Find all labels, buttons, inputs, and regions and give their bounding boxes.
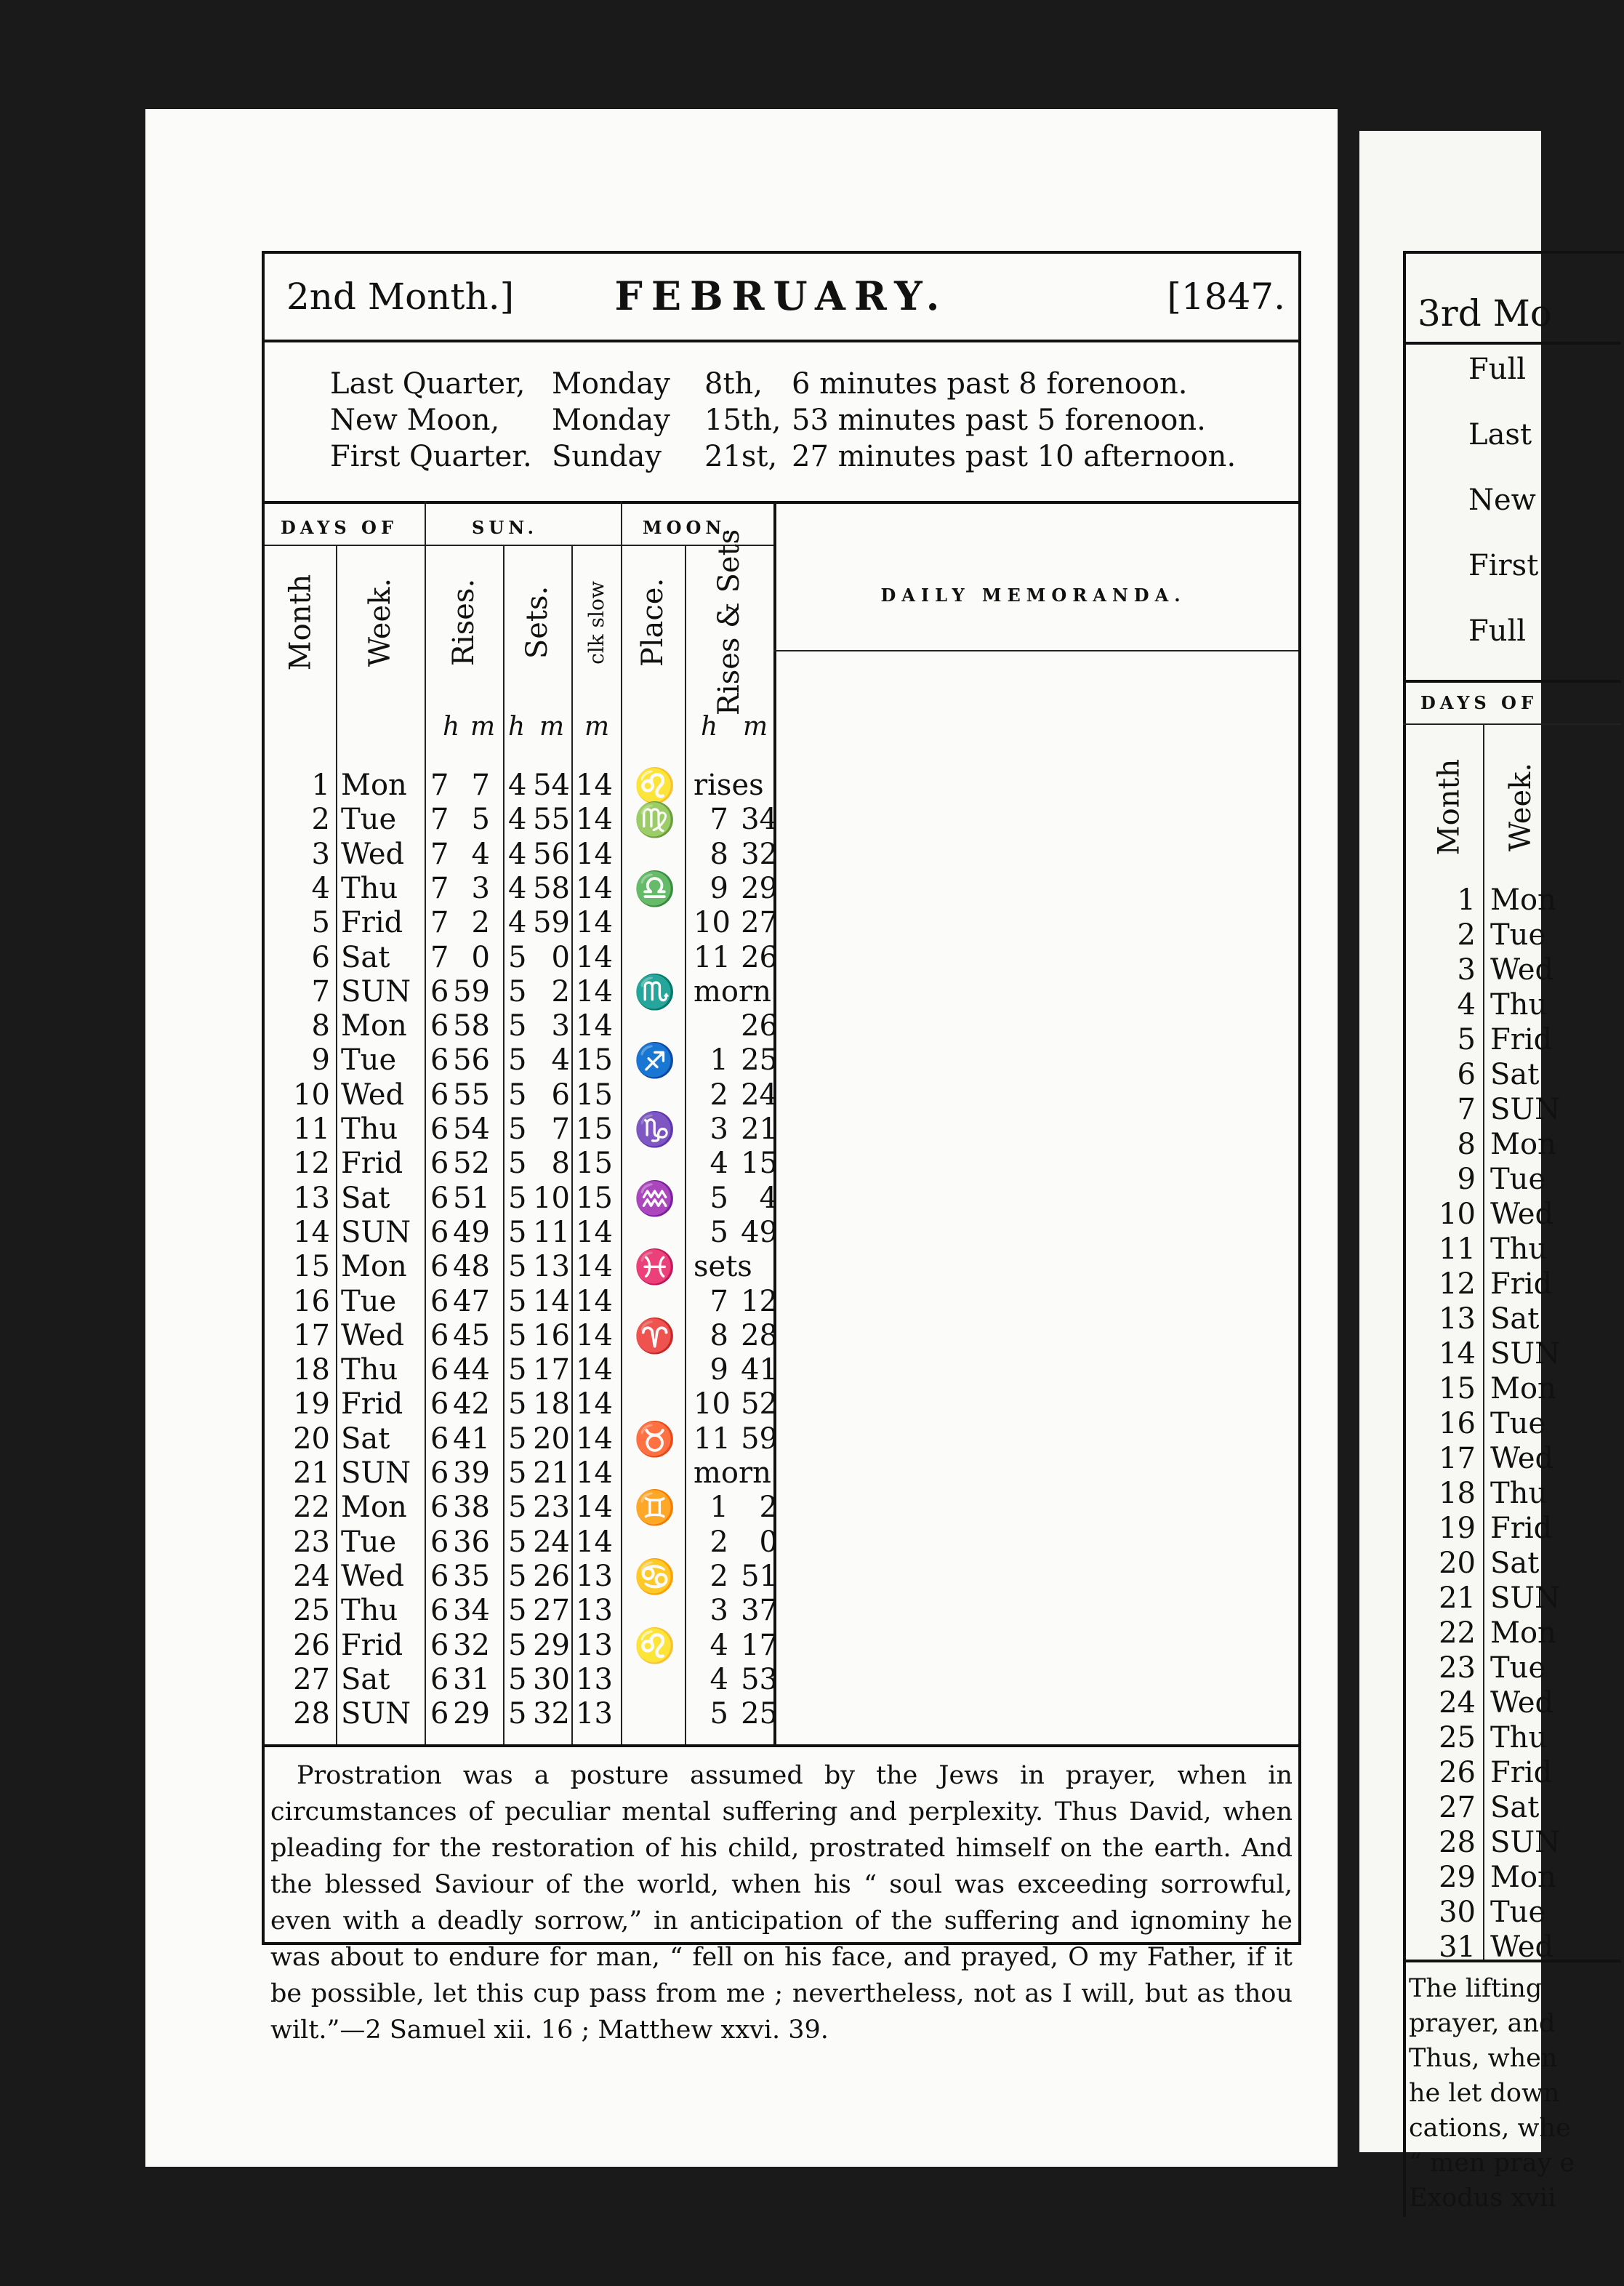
col-week: Week. (363, 577, 397, 667)
next-day-number: 15 (1439, 1372, 1476, 1405)
next-weekday: Wed (1490, 1198, 1554, 1231)
next-day-number: 20 (1439, 1547, 1476, 1580)
table-row: 21 SUN 6 39 5 21 14 morn (293, 1456, 771, 1490)
next-phase-label: Full (1468, 614, 1527, 648)
next-weekday: Wed (1490, 1442, 1554, 1475)
days-of-label: DAYS OF (281, 517, 398, 538)
next-weekday: Thu (1490, 1721, 1548, 1754)
next-weekday: SUN (1490, 1581, 1561, 1615)
next-weekday: Wed (1490, 1686, 1554, 1720)
table-row: 1 Mon 7 7 4 54 14 ♌ rises (311, 766, 764, 805)
next-day-number: 19 (1439, 1512, 1476, 1545)
next-note-line: prayer, and (1409, 2009, 1556, 2038)
table-row: 28 SUN 6 29 5 32 13 5 25 (293, 1697, 778, 1731)
next-day-number: 21 (1439, 1581, 1476, 1615)
next-note-line: cations, whe (1409, 2114, 1571, 2143)
table-row: 23 Tue 6 36 5 24 14 2 0 (293, 1525, 778, 1559)
col-month: Month (284, 574, 318, 671)
next-day-number: 23 (1439, 1651, 1476, 1685)
table-row: 15 Mon 6 48 5 13 14 ♓ sets (293, 1247, 752, 1287)
next-day-number: 13 (1439, 1302, 1476, 1336)
next-day-number: 4 (1457, 988, 1476, 1022)
moon-label: MOON. (643, 517, 736, 538)
table-row: 7 SUN 6 59 5 2 14 ♏ morn (311, 971, 771, 1011)
table-row: 9 Tue 6 56 5 4 15 ♐ 1 25 (311, 1040, 778, 1080)
table-row: 5 Frid 7 2 4 59 14 10 27 (311, 906, 778, 940)
month-title: FEBRUARY. (614, 273, 949, 319)
col-rises: Rises. (447, 578, 481, 667)
daily-memoranda-label: DAILY MEMORANDA. (880, 585, 1186, 606)
table-row: 19 Frid 6 42 5 18 14 10 52 (293, 1387, 778, 1421)
table-row: 20 Sat 6 41 5 20 14 ♉ 11 59 (293, 1419, 778, 1459)
next-weekday: Tue (1490, 1896, 1546, 1929)
next-weekday: Wed (1490, 953, 1554, 987)
next-day-number: 7 (1457, 1093, 1476, 1126)
table-row: 14 SUN 6 49 5 11 14 5 49 (293, 1215, 778, 1249)
next-day-number: 6 (1457, 1058, 1476, 1091)
next-weekday: Tue (1490, 1651, 1546, 1685)
next-note-line: Thus, when (1409, 2044, 1558, 2073)
table-row: 8 Mon 6 58 5 3 14 26 (311, 1009, 778, 1043)
next-note-line: The lifting (1409, 1974, 1543, 2003)
phase-row: New Moon, Monday 15th, 53 minutes past 5 forenoon. (330, 404, 1206, 437)
next-day-number: 16 (1439, 1407, 1476, 1440)
col-moon-rises-sets: Rises & Sets (712, 529, 747, 716)
table-row: 4 Thu 7 3 4 58 14 ♎ 9 29 (311, 868, 778, 908)
next-weekday: SUN (1490, 1093, 1561, 1126)
table-row: 18 Thu 6 44 5 17 14 9 41 (293, 1353, 778, 1387)
table-row: 22 Mon 6 38 5 23 14 ♊ 1 2 (293, 1488, 778, 1528)
next-day-number: 14 (1439, 1337, 1476, 1371)
next-weekday: Thu (1490, 1477, 1548, 1510)
next-days-of-label: DAYS OF (1420, 692, 1538, 713)
table-row: 25 Thu 6 34 5 27 13 3 37 (293, 1594, 778, 1628)
col-sets: Sets. (520, 585, 555, 659)
next-weekday: Mon (1490, 1861, 1556, 1894)
table-row: 6 Sat 7 0 5 0 14 11 26 (311, 940, 778, 974)
next-day-number: 9 (1457, 1163, 1476, 1196)
next-weekday: Sat (1490, 1547, 1540, 1580)
table-row: 26 Frid 6 32 5 29 13 ♌ 4 17 (293, 1625, 778, 1665)
next-day-number: 17 (1439, 1442, 1476, 1475)
next-note-line: “ men pray e (1409, 2149, 1575, 2178)
calendar-table: DAYS OF SUN. MOON. Month Week. Rises. Sets. clk slow Place. Rises & Sets DAILY MEMORANDA. h m h m m h m 1 Mon 7 7 4 54 14 ♌ rises 2 Tue 7 5 4 55 14 ♍ 7 34 3 Wed 7 4 4 56 14 8 32 4 Thu 7 3 4 58 14 ♎ 9 29 5 Frid 7 2 4 59 14 10 27 6 Sat 7 0 5 0 14 11 26 7 SUN 6 59 5 2 14 ♏ morn 8 Mon 6 58 5 3 14 26 9 Tue 6 56 5 4 15 ♐ 1 25 10 Wed 6 55 5 6 15 2 24 11 Thu 6 54 5 7 15 ♑ 3 21 12 Frid 6 52 5 8 15 4 15 13 Sat 6 51 5 10 15 ♒ 5 4 14 SUN 6 49 5 11 14 5 49 15 Mon 6 48 5 13 14 ♓ sets 16 Tue 6 47 5 14 14 7 12 17 Wed 6 45 5 16 14 ♈ 8 28 18 Thu 6 44 5 17 14 9 41 19 Frid 6 42 5 18 14 10 52 20 Sat 6 41 5 20 14 ♉ 11 59 21 SUN 6 39 5 21 14 morn 22 Mon 6 38 5 23 14 ♊ 1 2 23 Tue 6 36 5 24 14 2 0 24 Wed 6 35 5 26 13 ♋ 2 51 25 Thu 6 34 5 27 13 3 37 26 Frid 6 32 5 29 13 ♌ 4 17 27 Sat 6 31 5 30 13 4 53 28 SUN 6 29 5 32 13 5 25 (265, 501, 1298, 1747)
table-row: 2 Tue 7 5 4 55 14 ♍ 7 34 (311, 800, 778, 840)
year: [1847. (1167, 276, 1285, 318)
phase-row: First Quarter. Sunday 21st, 27 minutes past 10 afternoon. (330, 440, 1237, 473)
next-day-number: 31 (1439, 1930, 1476, 1964)
next-day-number: 18 (1439, 1477, 1476, 1510)
next-phase-label: Full (1468, 353, 1527, 386)
next-day-number: 29 (1439, 1861, 1476, 1894)
month-number: 2nd Month.] (286, 276, 515, 318)
next-weekday: Sat (1490, 1302, 1540, 1336)
next-month-header: 3rd Mo (1418, 292, 1552, 334)
next-weekday: SUN (1490, 1826, 1561, 1859)
next-weekday: SUN (1490, 1337, 1561, 1371)
next-weekday: Tue (1490, 1163, 1546, 1196)
scripture-note: Prostration was a posture assumed by the Jews in prayer, when in circumstances of peculiar mental suffering and perplexity. Thus David, when pleading for the restoration of his child, prostrated himself on the earth. And the blessed Saviour of the world, when his “ soul was exceeding sorrowful, even with a deadly sorrow,” in anticipation of the suffering and ignominy he was about to endure for man, “ fell on his face, and prayed, O my Father, if it be possible, let this cup pass from me ; nevertheless, not as I will, but as thou wilt.”—2 Samuel xii. 16 ; Matthew xxvi. 39. (270, 1761, 1293, 2045)
next-phase-label: New (1468, 484, 1536, 517)
next-weekday: Mon (1490, 1372, 1556, 1405)
next-day-number: 10 (1439, 1198, 1476, 1231)
next-page-fragment: 3rd Mo Full Last New First Full DAYS OF Month Week. 1 Mon 2 Tue 3 Wed 4 Thu 5 Frid 6 Sat 7 SUN 8 Mon 9 Tue 10 Wed 11 Thu 12 Frid 13 Sat 14 SUN 15 Mon 16 Tue 17 Wed 18 Thu 19 Frid 20 Sat 21 SUN 22 Mon 23 Tue 24 Wed 25 Thu 26 Frid 27 Sat 28 SUN 29 Mon 30 Tue 31 Wed The lifting prayer, and Thus, when he let down cations, whe “ men pray e Exodus xvii (1359, 131, 1541, 2152)
table-row: 11 Thu 6 54 5 7 15 ♑ 3 21 (293, 1110, 778, 1149)
next-weekday: Sat (1490, 1791, 1540, 1824)
next-weekday: Thu (1490, 988, 1548, 1022)
table-row: 24 Wed 6 35 5 26 13 ♋ 2 51 (293, 1556, 778, 1596)
next-day-number: 2 (1457, 918, 1476, 952)
next-weekday: Wed (1490, 1930, 1554, 1964)
next-day-number: 1 (1457, 883, 1476, 917)
next-weekday: Mon (1490, 1128, 1556, 1161)
table-row: 17 Wed 6 45 5 16 14 ♈ 8 28 (293, 1315, 778, 1355)
next-day-number: 25 (1439, 1721, 1476, 1754)
next-day-number: 30 (1439, 1896, 1476, 1929)
next-weekday: Frid (1490, 1023, 1553, 1056)
next-weekday: Sat (1490, 1058, 1540, 1091)
next-phase-label: First (1468, 549, 1539, 582)
moon-phases (265, 340, 1298, 504)
col-place: Place. (636, 577, 670, 667)
next-weekday: Thu (1490, 1232, 1548, 1266)
next-day-number: 28 (1439, 1826, 1476, 1859)
phase-row: Last Quarter, Monday 8th, 6 minutes past 8 forenoon. (330, 367, 1188, 401)
table-row: 3 Wed 7 4 4 56 14 8 32 (311, 837, 778, 871)
col-clock-slow: clk slow (584, 580, 608, 665)
next-day-number: 27 (1439, 1791, 1476, 1824)
sun-label: SUN. (472, 517, 539, 538)
next-day-number: 11 (1439, 1232, 1476, 1266)
table-row: 10 Wed 6 55 5 6 15 2 24 (293, 1078, 778, 1112)
next-weekday: Frid (1490, 1267, 1553, 1301)
next-weekday: Mon (1490, 1616, 1556, 1650)
next-note-line: Exodus xvii (1409, 2183, 1556, 2213)
next-day-number: 8 (1457, 1128, 1476, 1161)
next-weekday: Tue (1490, 1407, 1546, 1440)
february-1847-calendar (262, 251, 1301, 2045)
next-day-number: 12 (1439, 1267, 1476, 1301)
next-weekday: Frid (1490, 1756, 1553, 1789)
next-phase-label: Last (1468, 418, 1532, 452)
next-day-number: 3 (1457, 953, 1476, 987)
next-weekday: Frid (1490, 1512, 1553, 1545)
next-weekday: Mon (1490, 883, 1556, 917)
next-note-line: he let down (1409, 2079, 1560, 2108)
table-row: 27 Sat 6 31 5 30 13 4 53 (293, 1662, 778, 1696)
page-header (265, 254, 1298, 342)
next-weekday: Tue (1490, 918, 1546, 952)
next-day-number: 24 (1439, 1686, 1476, 1720)
table-row: 13 Sat 6 51 5 10 15 ♒ 5 4 (293, 1178, 778, 1218)
next-day-number: 22 (1439, 1616, 1476, 1650)
table-row: 12 Frid 6 52 5 8 15 4 15 (293, 1147, 778, 1181)
table-row: 16 Tue 6 47 5 14 14 7 12 (293, 1284, 778, 1318)
next-day-number: 26 (1439, 1756, 1476, 1789)
next-day-number: 5 (1457, 1023, 1476, 1056)
